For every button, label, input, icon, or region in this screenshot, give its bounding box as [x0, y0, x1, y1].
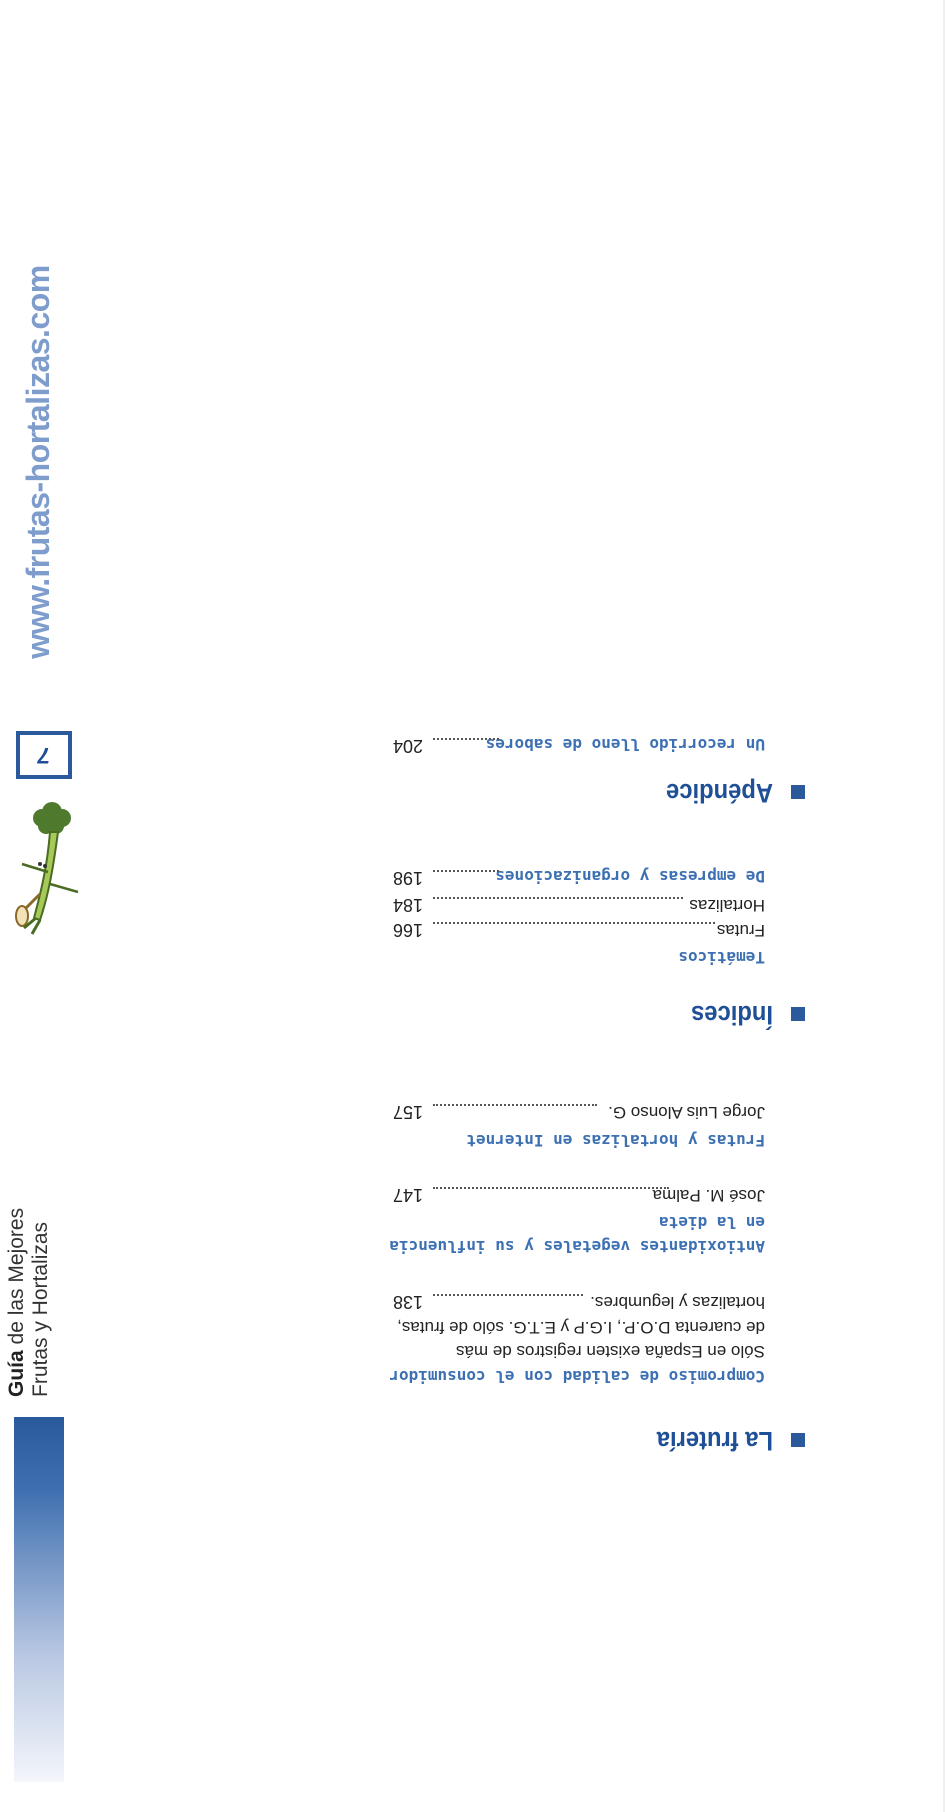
section-apendice — [651, 777, 805, 808]
guide-subtitle: Frutas y Hortalizas — [29, 1221, 52, 1397]
page-ref: 184 — [392, 895, 423, 915]
entry-title: Un recorrido lleno de sabores — [485, 735, 765, 754]
entry-text: Hortalizas — [689, 896, 765, 915]
entry-title: Antioxidantes vegetales y su influencia — [389, 1237, 765, 1256]
entry-text: Frutas — [716, 921, 765, 940]
entry-title: Compromiso de calidad con el consumidor — [389, 1367, 765, 1386]
vegetable-mascot-icon — [10, 802, 100, 942]
dot-leader — [433, 870, 499, 886]
entry-text: Sólo en España existen registros de más — [455, 1342, 765, 1361]
guide-title-rest: de las Mejores — [5, 1207, 28, 1351]
dot-leader — [433, 922, 715, 938]
page-ref: 157 — [392, 1102, 423, 1122]
section-title: Apéndice — [666, 778, 773, 808]
dot-leader — [433, 897, 683, 913]
entry-text: hortalizas y legumbres. — [590, 1293, 765, 1312]
dot-leader — [433, 1104, 597, 1120]
dot-leader — [433, 1187, 669, 1203]
section-title: Índices — [691, 1000, 773, 1030]
dot-leader — [433, 1294, 583, 1310]
section-indices — [680, 999, 805, 1030]
entry-text: Jorge Luis Alonso G. — [608, 1103, 765, 1122]
section-bullet-icon — [791, 786, 805, 800]
page-number-box — [16, 731, 72, 779]
section-title: La frutería — [656, 1426, 773, 1456]
section-la-fruteria — [641, 1425, 805, 1456]
page-ref: 198 — [392, 868, 423, 888]
entry-text: de cuarenta D.O.P., I.G.P y E.T.G. sólo de frutas, — [397, 1318, 765, 1337]
website-url: www.frutas-hortalizas.com — [20, 265, 56, 659]
table-of-contents — [245, 0, 805, 1812]
entry-title: De empresas y organizaciones — [495, 867, 765, 886]
guide-title-bold: Guía — [5, 1350, 28, 1397]
entry-text: José M. Palma — [652, 1186, 765, 1205]
entry-title: Frutas y hortalizas en Internet — [466, 1131, 765, 1150]
page-ref: 204 — [392, 736, 423, 756]
guide-title-line — [5, 1197, 29, 1397]
decorative-gradient-bar — [14, 1417, 64, 1782]
page-number: 7 — [37, 743, 51, 768]
page-ref: 166 — [392, 920, 423, 940]
page-ref: 147 — [392, 1185, 423, 1205]
dot-leader — [433, 738, 499, 754]
guide-title — [5, 1197, 75, 1397]
entry-title: Temáticos — [678, 948, 765, 967]
page-ref: 138 — [392, 1292, 423, 1312]
section-bullet-icon — [791, 1434, 805, 1448]
section-bullet-icon — [791, 1008, 805, 1022]
entry-title: en la dieta — [659, 1213, 765, 1232]
